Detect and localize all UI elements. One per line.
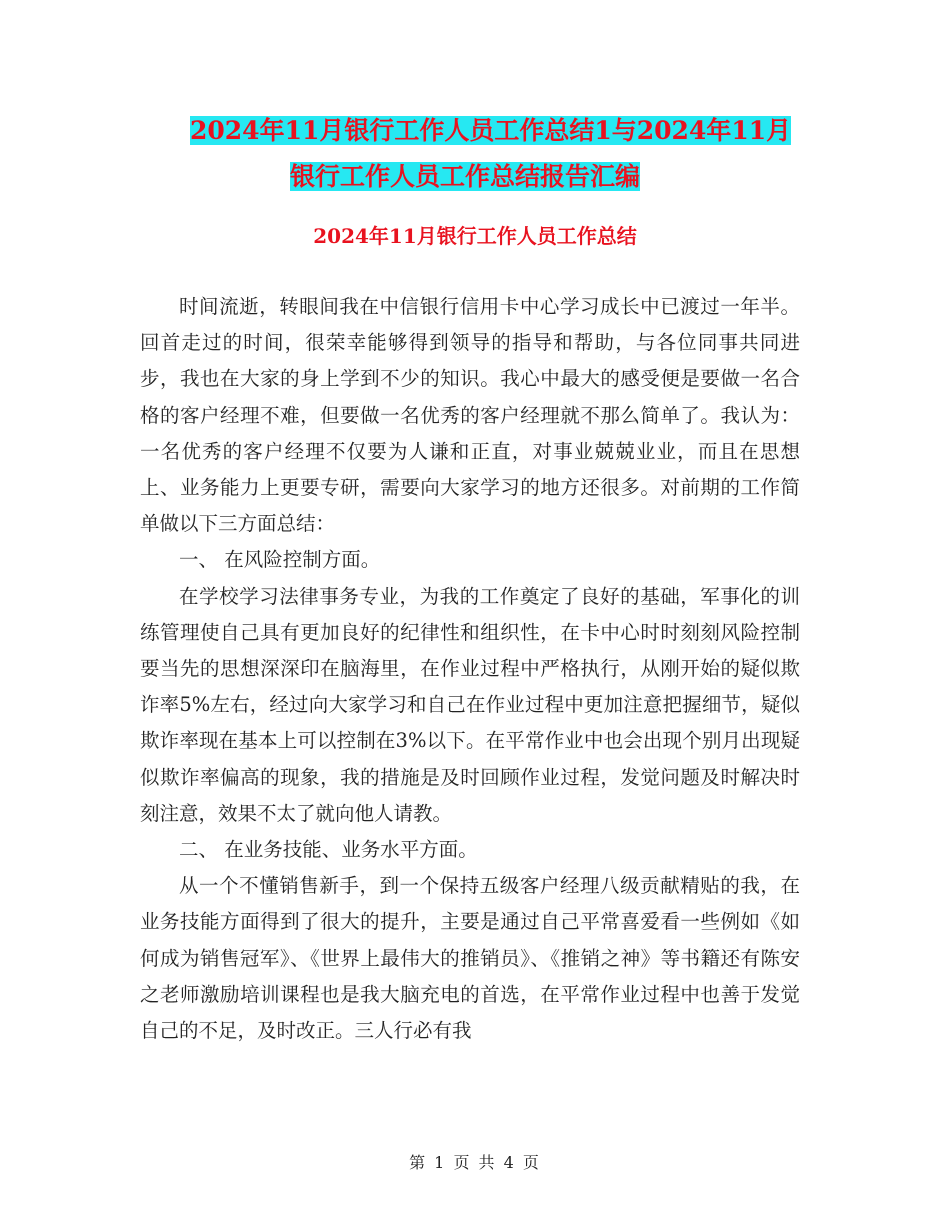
heading-business-skills: 二、 在业务技能、业务水平方面。 [179, 838, 478, 862]
document-body [140, 289, 800, 1049]
document-title-line-1: 2024年11月银行工作人员工作总结1与2024年11月 [190, 116, 792, 145]
page-footer: 第 1 页 共 4 页 [409, 1153, 541, 1172]
section-title: 2024年11月银行工作人员工作总结 [313, 224, 637, 248]
paragraph-intro: 时间流逝，转眼间我在中信银行信用卡中心学习成长中已渡过一年半。回首走过的时间，很荣幸能够得到领导的指导和帮助，与各位同事共同进步，我也在大家的身上学到不少的知识。我心中最大的感受便是要做一名合格的客户经理不难，但要做一名优秀的客户经理就不那么简单了。我认为：一名优秀的客户经理不仅要为人谦和正直，对事业兢兢业业，而且在思想上、业务能力上更要专研，需要向大家学习的地方还很多。对前期的工作简单做以下三方面总结： [140, 295, 800, 536]
document-title-line-2: 银行工作人员工作总结报告汇编 [290, 162, 641, 191]
paragraph-business-skills: 从一个不懂销售新手，到一个保持五级客户经理八级贡献精贴的我，在业务技能方面得到了很大的提升，主要是通过自己平常喜爱看一些例如《如何成为销售冠军》、《世界上最伟大的推销员》、《推销之神》等书籍还有陈安之老师激励培训课程也是我大脑充电的首选，在平常作业过程中也善于发觉自己的不足，及时改正。三人行必有我 [140, 874, 800, 1043]
document-title [140, 108, 830, 200]
paragraph-risk-control: 在学校学习法律事务专业，为我的工作奠定了良好的基础，军事化的训练管理使自己具有更加良好的纪律性和组织性，在卡中心时时刻刻风险控制要当先的思想深深印在脑海里，在作业过程中严格执行，从刚开始的疑似欺诈率5%左右，经过向大家学习和自己在作业过程中更加注意把握细节，疑似欺诈率现在基本上可以控制在3%以下。在平常作业中也会出现个别月出现疑似欺诈率偏高的现象，我的措施是及时回顾作业过程，发觉问题及时解决时刻注意，效果不太了就向他人请教。 [140, 584, 800, 825]
heading-risk-control: 一、 在风险控制方面。 [179, 548, 381, 572]
